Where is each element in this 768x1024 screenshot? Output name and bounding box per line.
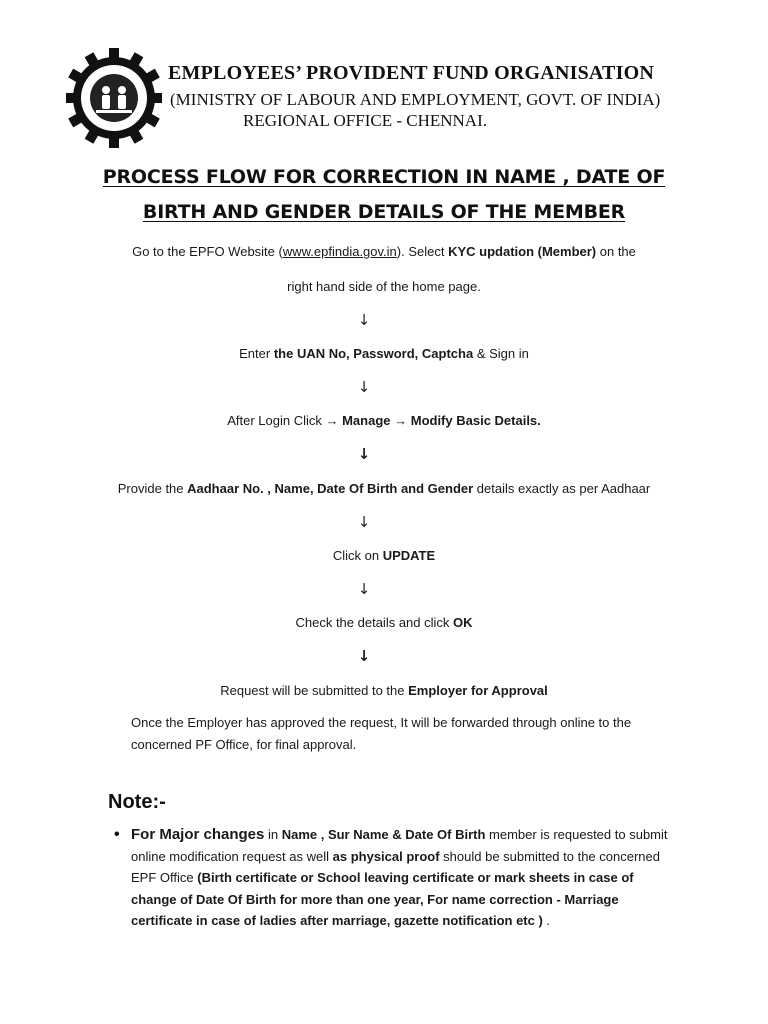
note-text: in — [264, 827, 282, 842]
regional-office-line: REGIONAL OFFICE - CHENNAI. — [243, 111, 487, 130]
kyc-updation-text: KYC updation (Member) — [448, 244, 597, 259]
employer-approval-text: Employer for Approval — [408, 683, 548, 698]
down-arrow-icon: ↓ — [357, 311, 371, 329]
document-title-line-2: BIRTH AND GENDER DETAILS OF THE MEMBER — [142, 201, 626, 223]
note-heading: Note:- — [108, 791, 166, 813]
credentials-text: the UAN No, Password, Captcha — [273, 346, 474, 361]
update-text: UPDATE — [382, 548, 436, 563]
manage-text: Manage — [342, 413, 391, 428]
step-manage-modify — [40, 413, 728, 428]
step-right-hand-side: right hand side of the home page. — [287, 279, 481, 294]
major-changes-text: For Major changes — [131, 826, 265, 843]
ok-text: OK — [453, 615, 473, 630]
aadhaar-details-text: Aadhaar No. , Name, Date Of Birth and Gender — [187, 481, 474, 496]
step-text: Provide the — [117, 481, 188, 496]
step-request-submitted — [40, 683, 728, 698]
approval-paragraph: Once the Employer has approved the request, It will be forwarded through online to the concerned PF Office, for final approval. — [131, 715, 632, 752]
note-text: . — [542, 913, 551, 928]
step-provide-aadhaar — [40, 481, 728, 496]
epfo-emblem-icon — [66, 46, 162, 150]
bullet-icon: • — [114, 826, 120, 843]
note-bullet-major-changes — [131, 824, 671, 932]
step-click-update — [40, 548, 728, 563]
proof-documents-text: (Birth certificate or School leaving certificate or mark sheets in case of change of Date Of Birth for more than one year, For name correction - Marriage certificate in case of ladies after marriage, gazette notification etc ) — [131, 870, 634, 928]
step-text: & Sign in — [473, 346, 529, 361]
step-text: Request will be submitted to the — [220, 683, 409, 698]
step-text: on the — [596, 244, 636, 259]
step-text: After Login Click → — [227, 413, 343, 428]
down-arrow-icon: ↓ — [357, 513, 371, 531]
step-text: details exactly as per Aadhaar — [473, 481, 651, 496]
modify-basic-details-text: Modify Basic Details. — [410, 413, 541, 428]
ministry-line: (MINISTRY OF LABOUR AND EMPLOYMENT, GOVT. OF INDIA) — [170, 90, 661, 109]
step-text: Enter — [239, 346, 274, 361]
physical-proof-text: physical proof — [350, 848, 440, 864]
down-arrow-icon: ↓ — [357, 378, 371, 396]
down-arrow-icon: ↓ — [357, 580, 371, 598]
step-go-to-website — [40, 244, 728, 259]
step-check-details — [40, 615, 728, 630]
note-text: should be submitted to the concerned EPF Office — [131, 848, 660, 885]
as-text: as — [332, 848, 348, 864]
name-dob-text: Name , Sur Name & Date Of Birth — [281, 827, 486, 842]
step-text: Click on — [332, 548, 383, 563]
organisation-name: EMPLOYEES’ PROVIDENT FUND ORGANISATION — [168, 62, 654, 84]
document-title-line-1: PROCESS FLOW FOR CORRECTION IN NAME , DATE OF — [102, 166, 666, 188]
step-text: ). Select — [396, 244, 449, 259]
down-arrow-icon: ↓ — [357, 445, 371, 463]
step-text: Check the details and click — [295, 615, 454, 630]
step-arrow-text: → — [390, 413, 411, 428]
down-arrow-icon: ↓ — [357, 647, 371, 665]
epfo-website-link[interactable]: www.epfindia.gov.in — [282, 244, 397, 259]
step-enter-credentials — [40, 346, 728, 361]
note-text: member is requested to submit online modification request as well — [131, 827, 668, 864]
step-text: Go to the EPFO Website ( — [132, 244, 283, 259]
